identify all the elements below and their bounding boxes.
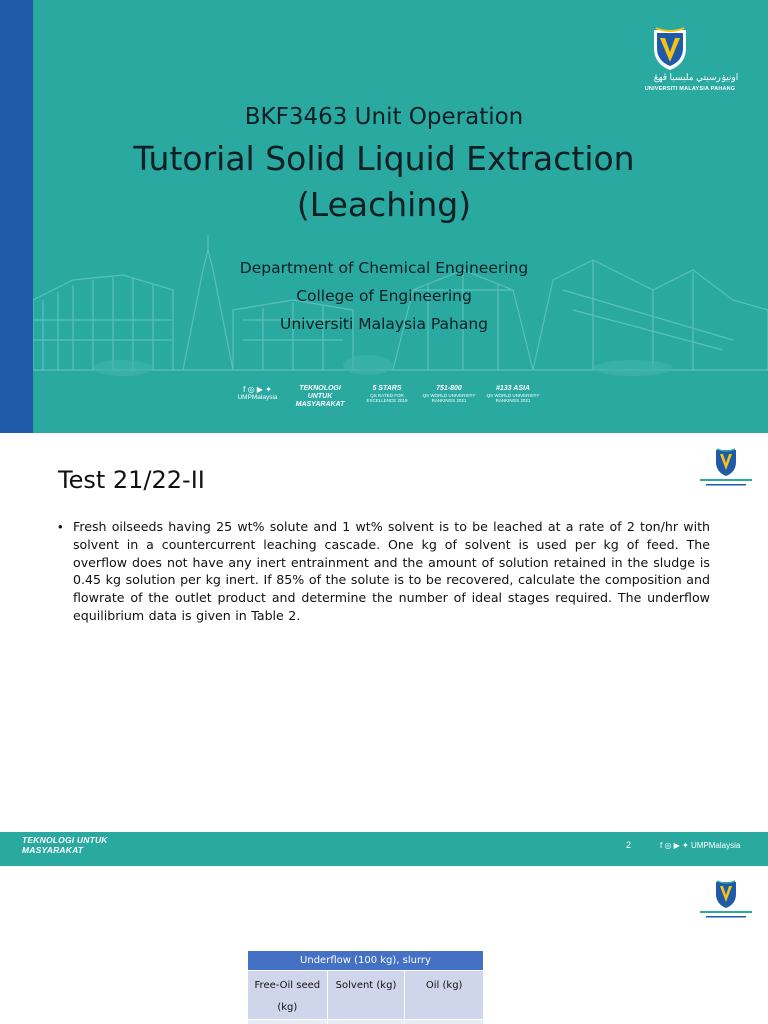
stars-badge [358, 385, 416, 403]
social-handle: UMPMalaysia [690, 841, 741, 850]
ump-jawi-name: اونيۏرسيتي مليسيا ڤهڠ [653, 72, 739, 82]
underflow-table [247, 950, 484, 1024]
tagline-text: TEKNOLOGI UNTUK MASYARAKAT [295, 385, 345, 408]
world-ranking-title: 751-800 [436, 385, 462, 392]
problem-slide [0, 433, 768, 866]
ump-name: UNIVERSITI MALAYSIA PAHANG [644, 86, 736, 92]
department-line: Department of Chemical Engineering [239, 259, 529, 277]
social-icons: f ◎ ▶ ✦ [243, 385, 272, 394]
footer-social [660, 841, 740, 850]
asia-ranking-badge [482, 385, 544, 403]
header-oil: Oil (kg) [405, 971, 484, 1020]
course-code: BKF3463 Unit Operation [244, 104, 524, 130]
table-cell [327, 1020, 405, 1024]
social-badge [230, 385, 285, 402]
table-cell [248, 1020, 328, 1024]
header-solvent: Solvent (kg) [327, 971, 405, 1020]
data-table-slide [0, 866, 768, 1024]
ump-logo-icon [696, 880, 756, 920]
world-ranking-badge [420, 385, 478, 403]
ump-crest-icon [648, 26, 692, 72]
ump-logo [640, 26, 750, 96]
ump-logo-icon [696, 448, 756, 488]
problem-text: Fresh oilseeds having 25 wt% solute and 1 wt% solvent is to be leached at a rate of 2 ton/hr with solvent in a countercurrent leaching cascade. One kg of solvent is used per kg of feed. The overflow does not have any inert entrainment and the amount of solution retained in the sludge is 0.45 kg solution per kg inert. If 85% of the solute is to be recovered, calculate the composition and flowrate of the outlet product and determine the number of ideal stages required. The underflow equilibrium data is given in Table 2. [73, 519, 710, 623]
world-ranking-sub: QS WORLD UNIVERSITY RANKINGS 2021 [422, 393, 476, 403]
table-caption: Underflow (100 kg), slurry [248, 951, 484, 971]
ranking-badges [230, 385, 550, 413]
social-icons: f ◎ ▶ ✦ [660, 841, 689, 850]
stars-sub: QS RATED FOR EXCELLENCE 2019 [366, 393, 408, 403]
page-number: 2 [626, 840, 632, 850]
department-block [0, 254, 768, 338]
footer-tagline-line2: MASYARAKAT [22, 845, 84, 855]
college-line: College of Engineering [296, 287, 472, 305]
bullet-marker: • [58, 519, 63, 534]
header-free-oil-seed: Free-Oil seed (kg) [248, 971, 328, 1020]
problem-statement [58, 518, 710, 625]
footer-tagline-line1: TEKNOLOGI UNTUK [22, 835, 108, 845]
table-cell [405, 1020, 484, 1024]
social-handle: UMPMalaysia [237, 394, 278, 401]
asia-ranking-sub: QS WORLD UNIVERSITY RANKINGS 2021 [486, 393, 540, 403]
slide-title: Test 21/22-II [58, 466, 205, 494]
table-row [248, 1020, 484, 1024]
slide-footer [0, 832, 768, 866]
asia-ranking-title: #133 ASIA [496, 385, 530, 392]
left-accent-bar [0, 0, 33, 433]
tagline-badge [290, 385, 350, 409]
university-line: Universiti Malaysia Pahang [279, 315, 489, 333]
slide-title: Tutorial Solid Liquid Extraction (Leaching) [133, 139, 635, 224]
stars-title: 5 STARS [372, 385, 402, 392]
title-slide [0, 0, 768, 433]
footer-tagline [22, 835, 108, 855]
